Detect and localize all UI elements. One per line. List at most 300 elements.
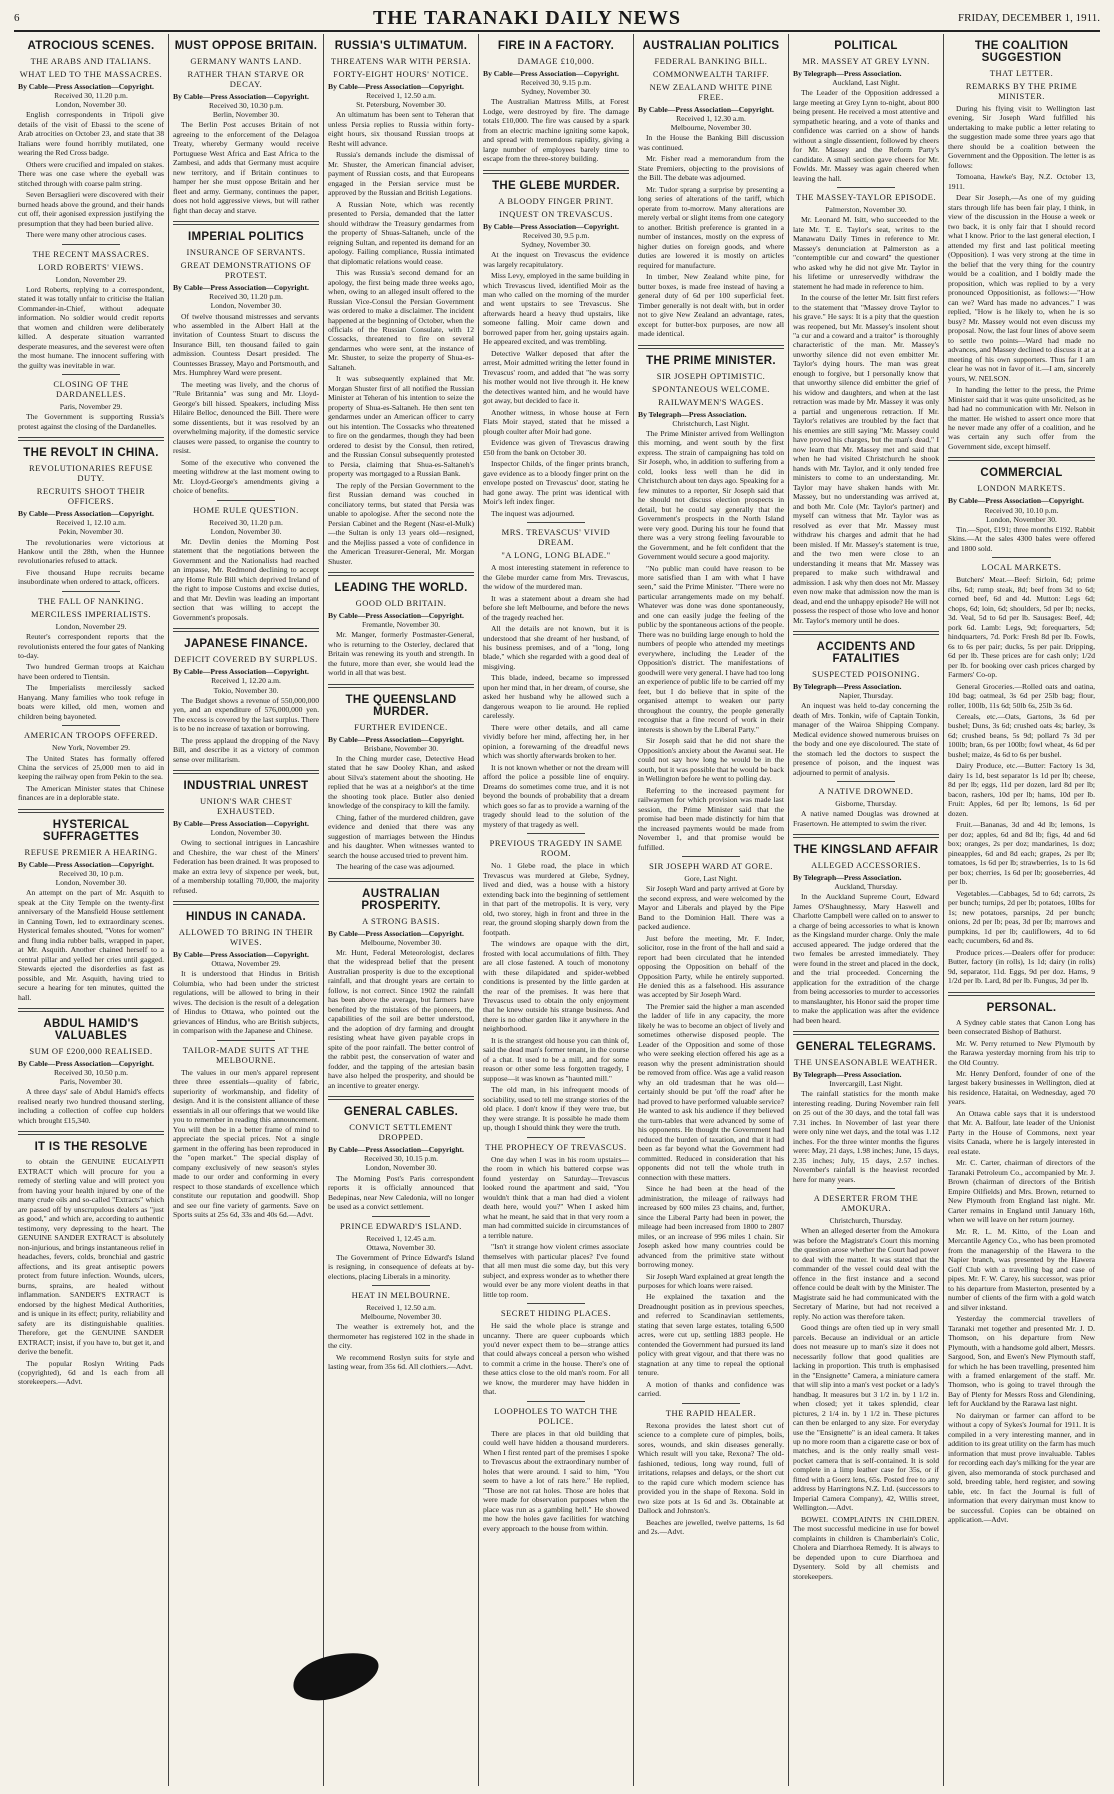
article: [328, 1216, 474, 1282]
article-place: Brisbane, November 30.: [363, 743, 439, 753]
article-subheading: THE MASSEY-TAYLOR EPISODE.: [795, 192, 937, 203]
article: [173, 1040, 319, 1220]
article-byline: By Cable—Press Association—Copyright.: [18, 82, 154, 91]
article-paragraph: The Morning Post's Paris correspondent reports it is officially announced that Bedepinas, near New Caledonia, will no longer be used as a convict settlement.: [328, 1173, 474, 1212]
article-byline: By Cable—Press Association—Copyright.: [173, 819, 309, 828]
article-byline: By Cable—Press Association—Copyright.: [638, 105, 774, 114]
article-subheading: SUSPECTED POISONING.: [812, 669, 920, 679]
article-headline: INDUSTRIAL UNREST: [183, 780, 309, 792]
article-place: Pekin, November 30.: [58, 527, 124, 537]
article-paragraph: Owing to sectional intrigues in Lancashire and Cheshire, the war chest of the Miners' Federation has been drained. It was proposed to make an extra levy of sixpence per week, but, of a membership totalling 70,000, the majority refused.: [173, 838, 319, 895]
masthead: [14, 6, 1100, 32]
article-paragraph: The Imperialists mercilessly sacked Hanyang. Many families who took refuge in boats were killed, old men, women and children being bayoneted.: [18, 683, 164, 721]
article: [173, 500, 319, 623]
sub-divider: [62, 244, 120, 245]
article-paragraph: The popular Roslyn Writing Pads (copyrighted), 6d and 1s each from all storekeepers.—Advt.: [18, 1358, 164, 1387]
article-dateline: Received 1, 12.10 a.m.: [56, 518, 126, 528]
article-byline: By Cable—Press Association—Copyright.: [18, 509, 154, 519]
section-divider: [18, 809, 164, 813]
article-subheading: LOOPHOLES TO WATCH THE POLICE.: [494, 1405, 618, 1426]
article-paragraph: Good things are often tied up in very small parcels. Because an individual or an article does not measure up to man's size it does not necessarily follow that good qualities are lacking in proportion. This truth is emphasised in the "Ensignette" Camera, a miniature camera that will slip into a man's vest pocket or a lady's handbag. It measures but 3 1/2 in. by 1 1/2 in. when closed; yet it takes splendid, clear pictures, 2 1/4 in. by 1 1/2 in. These pictures can then be enlarged to any size. For everyday use the "Ensignette" is an ideal camera. It takes up no more room than a cigarette case or box of matches, and is the only really small vest-pocket camera that is self-contained. It is sold complete in a limp leather case for 35s, or if fitted with a Goerz lens, 65s. Posted free to any address by Harringtons N.Z. Ltd. (successors to Imperial Camera Company), 42, Willis street, Wellington.—Advt.: [793, 1323, 939, 1513]
article-subheading: MERCILESS IMPERIALISTS.: [30, 608, 152, 619]
article-paragraph: In handing the letter to the press, the Prime Minister said that it was quite unsolicited, as he had had no communication with Mr. Nelson in the matter. He wished to assert once more that he never made any offer of a coalition, and he was certain any such offer from the Government side, except himself.: [948, 385, 1095, 451]
article-paragraph: The United States has formally offered China the services of 25,000 men to aid in keeping the railway open from Pekin to the sea.: [18, 753, 164, 782]
article-headline: GENERAL TELEGRAMS.: [795, 1041, 936, 1054]
article-headline: LEADING THE WORLD.: [334, 582, 468, 595]
article-paragraph: The windows are opaque with the dirt, frosted with local accumulations of filth. They are all close fastened. A touch of monotony with these dilapidated and spider-webbed conditions is presented by the little garden at the rear of the premises. It was here that Trevascus used to obtain the only enjoyment that he knew outside his strange business. And there is no other garden like it anywhere in the neighborhood.: [483, 939, 629, 1034]
article-paragraph: Another witness, in whose house at Fern Flats Moir stayed, stated that he missed a plough coulter after Moir had gone.: [483, 407, 629, 436]
article-place: Sydney, November 30.: [521, 87, 591, 97]
article-headline: ACCIDENTS AND FATALITIES: [816, 641, 916, 665]
article-paragraph: He said the whole place is strange and uncanny. There are queer cupboards which you'd never expect them to be—strange attics that could always conceal a person who wished to commit a crime in the house. There's one of these attics close to the old man's room. For all we know, the murderer may have hidden in that.: [483, 1321, 629, 1397]
article-subheading: MR. MASSEY AT GREY LYNN.: [802, 56, 930, 66]
article-paragraph: Lord Roberts, replying to a correspondent, stated it was totally unfair to criticise the Italian Commander-in-Chief, without adequate information. No soldier would credit reports that women and children were deliberately killed. A desperate situation warranted desperate measures, and the severest were often the most humane. The innocent suffering with the guilty was inevitable in war.: [18, 284, 164, 370]
article-headline: AUSTRALIAN POLITICS: [642, 40, 780, 52]
article-paragraph: Mr. Leonard M. Isitt, who succeeded to the late Mr. T. E. Taylor's seat, writes to the Manawatu Daily Times in reference to Mr. Massey's denunciation at Palmerston as a "contemptible cur and coward" the questioner who asked why he did not give Mr. Taylor in his lifetime or unreservedly withdraw the statement he had made in reference to him.: [793, 215, 939, 291]
article-place: Ottawa, November 30.: [366, 1242, 436, 1252]
article-paragraph: Some of the executive who convened the meeting withdrew at the last moment owing to Mr. Lloyd-George's amendments giving a choice of benefits.: [173, 457, 319, 496]
article-paragraph: It is understood that Hindus in British Columbia, who had been under the strictest regulations, will be allowed to bring in their wives. The decision is the result of a delegation of Hindus to Ottawa, who pointed out the grievances of Hindus, who are British subjects, in comparison with the Japanese and Chinese.: [173, 969, 319, 1036]
article-subheading: SECRET HIDING PLACES.: [500, 1308, 612, 1319]
article-paragraph: Mr. W. Perry returned to New Plymouth by the Rarawa yesterday morning from his trip to the Old Country.: [948, 1038, 1095, 1067]
article: [173, 628, 319, 764]
article: [793, 1188, 939, 1581]
article-place: London, November 30.: [986, 514, 1057, 524]
article-place: Melbourne, November 30.: [670, 123, 752, 133]
article-paragraph: The meeting was lively, and the chorus of "Rule Britannia" was sung and Mr. Lloyd-George's bill hissed. Speakers, including Miss Hilaire Belloc, denounced the Bill. There were some dissentients, but it was resolved by an overwhelming majority, if the domestic service clauses were passed, to organise the country to resist.: [173, 379, 319, 456]
article: [483, 1137, 629, 1299]
article: [483, 1401, 629, 1533]
article: [793, 40, 939, 183]
article-place: New York, November 29.: [51, 743, 131, 753]
article: [483, 833, 629, 1133]
article-byline: By Cable—Press Association—Copyright.: [328, 82, 464, 91]
article-dateline: Received 30, 11.20 p.m.: [209, 517, 283, 527]
sub-divider: [62, 374, 120, 375]
article-paragraph: Produce prices.—Dealers offer for produce: Butter, factory (in rolls), 1s 1d; dairy (in rolls) 9d, separator, 11d. Eggs, 9d per doz. Hams, 9 1/2d per lb. Lard, 8d per lb. Fungus, 3d per lb.: [948, 947, 1095, 986]
article-headline: THE COALITION SUGGESTION: [974, 40, 1069, 64]
section-divider: [18, 1131, 164, 1135]
article-place: London, November 30.: [210, 828, 282, 838]
sub-divider: [217, 500, 275, 501]
article-paragraph: When an alleged deserter from the Amokura was before the Magistrate's Court this morning the question arose whether the Court had power to deal with the matter. It was stated that the commander of the vessel could deal with the offence in the first instance and a second offence could be dealt with by the Minister. The Magistrate said he had communicated with the Secretary of Marine, but had not received a reply. No action was therefore taken.: [793, 1226, 939, 1321]
article-headline: RUSSIA'S ULTIMATUM.: [334, 40, 468, 52]
article: [483, 522, 629, 829]
article: [948, 992, 1095, 1525]
article-paragraph: Mr. Hunt, Federal Meteorologist, declares that the widespread belief that the present Australian prosperity is due to the exceptional rainfall, and that drought years are certain to follow, is not correct. Since 1902 the rainfall has been above the average, but farmers have benefited by the mistakes of the pioneers, the capabilities of the soil are better understood, and the adoption of dry farming and drought resisting wheat have given payable crops in spite of the poor rainfall. The better control of the rabbit pest, the conservation of water and fodder, and the tapping of the artesian basin have also helped the prosperity, and should be an incentive to greater energy.: [328, 947, 474, 1090]
article-headline: ABDUL HAMID'S VALUABLES: [43, 1018, 139, 1043]
article-paragraph: He explained the taxation and the Dreadnought position as in previous speeches, and referred to Scandinavian settlements, stating that seven large estates, totaling 6,500 acres, were cut up, settling 1883 people. He contended the Government had pursued its land policy with great vigour, and that there was no stagnation at any time to repeal the optional tenure.: [638, 1292, 784, 1378]
article-place: Auckland, Last Night.: [832, 78, 900, 88]
article-paragraph: Mr. C. Carter, chairman of directors of the Taranaki Petroleum Co., accompanied by Mr. J. Brown (chairman of directors of the British Empire Oilfields) and Mrs. Brown, returned to New Plymouth from England last night. Mr. Carter remains in England until January 16th, when we will leave on her return journey.: [948, 1158, 1095, 1225]
sub-divider: [837, 1188, 895, 1189]
section-divider: [173, 221, 319, 225]
article-dateline: Received 1, 12.50 a.m.: [366, 1303, 436, 1313]
article-paragraph: A three days' sale of Abdul Hamid's effects realised nearly two hundred thousand sterling, including a collection of coffee cup holders which brought £15,340.: [18, 1087, 164, 1125]
article-subheading: FEDERAL BANKING BILL.: [654, 56, 768, 66]
article-paragraph: Sir Joseph said that he did not share the Opposition's anxiety about the Awanui seat. He could not say how long he would be in the south, but it was possible that he would be back in Wellington before he went to polling day.: [638, 736, 784, 784]
article-subheading: MRS. TREVASCUS' VIVID DREAM.: [501, 527, 611, 548]
article-paragraph: Fruit.—Bananas, 3d and 4d lb; lemons, 1s per doz; apples, 6d and 8d lb; figs, 4d and 6d box; oranges, 2s per doz; mandarines, 1s doz; pineapples, 6d and 8d each; grapes, 2s per lb; tomatoes, 1s 6d per lb; strawberries, 1s to 1s 6d per box; cherries, 1s 6d per lb; gooseberries, 4d per lb.: [948, 820, 1095, 887]
article-paragraph: The reply of the Persian Government to the first Russian demand was couched in conciliatory terms, but stated that Persia was unable to apologise. After the second note the Persian Cabinet and the Regent (Nasr-el-Mulk)—the Sultan is only 13 years old—resigned, and the Mejliss passed a vote of confidence in the American Treasurer-General, Mr. Morgan Shuster.: [328, 480, 474, 566]
news-column: [479, 34, 634, 1786]
article: [173, 40, 319, 215]
article: [948, 457, 1095, 553]
article-place: Christchurch, Last Night.: [672, 418, 750, 428]
article-paragraph: Beaches are jewelled, twelve patterns, 1s 6d and 2s.—Advt.: [638, 1517, 784, 1537]
article-subheading: THE FALL OF NANKING.: [38, 595, 144, 606]
article-paragraph: There were other details, and all came vividly before her mind, affecting her, in her opinion, a forewarning of the dreadful news which was shortly afterwards broken to her.: [483, 722, 629, 761]
article-headline: THE KINGSLAND AFFAIR: [793, 844, 939, 857]
article-subheading: THE RECENT MASSACRES.: [32, 248, 150, 259]
article-byline: By Telegraph—Press Association.: [793, 1070, 902, 1080]
article: [328, 1285, 474, 1372]
article-subheading: ALLEGED ACCESSORIES.: [811, 860, 921, 871]
article-paragraph: A Sydney cable states that Canon Long has been consecrated Bishop of Bathurst.: [948, 1017, 1095, 1037]
article-byline: By Cable—Press Association—Copyright.: [328, 734, 464, 744]
article: [328, 40, 474, 566]
article-subheading: "A LONG, LONG BLADE.": [501, 550, 611, 561]
article-dateline: Received 1, 12.50 a.m.: [366, 91, 436, 101]
article-place: Auckland, Thursday.: [834, 882, 898, 892]
article-byline: By Cable—Press Association—Copyright.: [173, 667, 309, 677]
article-paragraph: The Budget shows a revenue of 550,000,000 yen, and an expenditure of 576,000,000 yen. The excess is covered by the last surplus. There is to be no increase of taxation or borrowing.: [173, 695, 319, 734]
article-subheading: THE UNSEASONABLE WEATHER.: [794, 1057, 938, 1068]
article-paragraph: Evidence was given of Trevascus drawing £50 from the bank on October 30.: [483, 438, 629, 457]
section-divider: [638, 345, 784, 349]
article-place: Tokio, November 30.: [213, 685, 279, 695]
section-divider: [328, 1096, 474, 1100]
article: [638, 856, 784, 1399]
article-subheading: THREATENS WAR WITH PERSIA.: [330, 56, 472, 66]
article-paragraph: In the House the Banking Bill discussion was continued.: [638, 133, 784, 152]
article-place: London, November 30.: [55, 100, 127, 110]
article-place: Napier, Thursday.: [838, 691, 894, 701]
article-subheading: THAT LETTER.: [989, 68, 1054, 78]
article-subheading: SPONTANEOUS WELCOME.: [652, 383, 770, 394]
article-headline: THE QUEENSLAND MURDER.: [345, 693, 457, 718]
article: [793, 1031, 939, 1184]
article-paragraph: Sir Joseph Ward explained at great length the purposes for which loans were raised.: [638, 1271, 784, 1290]
article-place: Melbourne, November 30.: [360, 1312, 442, 1322]
article-headline: ATROCIOUS SCENES.: [27, 40, 155, 52]
article-headline: THE REVOLT IN CHINA.: [23, 447, 159, 460]
article: [483, 1303, 629, 1397]
article-paragraph: Tin.—Spot, £191; three months £192. Rabbit Skins.—At the sales 4300 bales were offered and 1800 sold.: [948, 524, 1095, 553]
article-paragraph: Others were crucified and impaled on stakes. There was one case where the eyeball was stitched through with coarse palm string.: [18, 159, 164, 188]
sub-divider: [837, 781, 895, 782]
sub-divider: [992, 557, 1051, 558]
article-subheading: TAILOR-MADE SUITS AT THE MELBOURNE.: [182, 1044, 310, 1065]
sub-divider: [527, 1401, 585, 1402]
article-subheading: ALLOWED TO BRING IN THEIR WIVES.: [178, 927, 314, 948]
article-place: Fremantle, November 30.: [361, 620, 441, 630]
article: [793, 187, 939, 625]
article: [173, 901, 319, 1036]
page-number: 6: [14, 12, 20, 24]
article-headline: COMMERCIAL: [980, 467, 1063, 480]
article: [173, 770, 319, 895]
article: [328, 684, 474, 872]
article-paragraph: It was subsequently explained that Mr. Morgan Shuster first of all notified the Russian Minister at Teheran of his intention to seize the property of Shua-es-Saltaneh. He then sent ten gendarmes under an American officer to carry out his intention. The Cossacks who threatened to fire on the gendarmes, though they had been ordered to desist by the Consul, then retired, and the Russian Consul subsequently protested to Persia, claiming that Shua-es-Saltaneh's property was mortgaged to a Russian Bank.: [328, 374, 474, 479]
article-place: London, November 30.: [365, 1163, 437, 1173]
article: [173, 221, 319, 496]
section-divider: [793, 1031, 939, 1035]
issue-date: FRIDAY, DECEMBER 1, 1911.: [957, 12, 1100, 24]
article-byline: By Telegraph—Press Association.: [793, 69, 902, 78]
article-paragraph: Yesterday the commercial travellers of Taranaki met together and presented Mr. J. D. Thomson, on his departure from New Plymouth, with a handsome gold albert, Messrs. Sargood, Son, and Ewen's New Plymouth staff, for which he has been travelling, presented him with a framed enlargement of the staff. Mr. Thomson, who is going to travel through the Bay of Plenty for Messrs Ross and Glendining, left for Auckland by the Rarawa last night.: [948, 1314, 1095, 1409]
article-dateline: Received 1, 12.20 a.m.: [211, 676, 281, 686]
article-paragraph: Five thousand Hupe recruits became insubordinate when ordered to attack, officers.: [18, 567, 164, 587]
article-paragraph: The Premier said the higher a man ascended the ladder of life in any capacity, the more likely he was to become an object of lively and sometimes otherwise disposed people. The Leader of the Opposition and some of those who were seeking election offered his age as a reason why the present administration should be removed from office. Was age a valid reason why an old tradesman that he was old—certainly should be put 'off the road' after he had proved to have performed valuable service? He wanted to ask his audience if they believed the turn-tables that were advanced by some of his opponents. He thought the Government had reduced the burden of taxation, and that it had been as far beyond what the Government had committed. Reduced in consideration that his opponents did not tell the whole truth in connection with these matters.: [638, 1001, 784, 1182]
article-subheading: LOCAL MARKETS.: [981, 562, 1062, 573]
article-subheading: DEFICIT COVERED BY SURPLUS.: [174, 654, 318, 665]
article-dateline: Received 30, 11.20 p.m.: [209, 292, 283, 302]
article-paragraph: The hearing of the case was adjourned.: [336, 862, 455, 872]
article-subheading: SIR JOSEPH OPTIMISTIC.: [656, 370, 766, 381]
article-place: Paris, November 29.: [59, 402, 123, 412]
article-paragraph: No dairyman or farmer can afford to be without a copy of Sykes's Journal for 1911. It is compiled in a very interesting manner, and in addition to its great utility on the farm has much information that must prove invaluable. Tables for recording each day's milking for the year are given, also memoranda of stock purchased and sold, breeding table, herd register, and sowing table, etc. In fact the Journal is full of information that every dairyman must know to be successful. Copies can be obtained on application.—Advt.: [948, 1410, 1095, 1525]
section-divider: [328, 878, 474, 882]
article-dateline: Received 30, 10.30 p.m.: [208, 101, 284, 111]
section-divider: [173, 770, 319, 774]
article-paragraph: A motion of thanks and confidence was carried.: [638, 1379, 784, 1399]
article: [483, 40, 629, 164]
article-paragraph: Rexona provides the latest short cut of science to a complete cure of pimples, boils, sores, wounds, and skin diseases generally. Which result will you take, Rexona? The old-fashioned, tedious, long way round, full of irritations, relapses and delays, or the short cut to the rapid cure which modern science has provided you in the shape of Rexona. Sold in two size pots at 1s 6d and 3s. Obtainable at Dallock and Johnston's.: [638, 1420, 784, 1516]
article-place: Invercargill, Last Night.: [829, 1079, 903, 1089]
article-paragraph: Reuter's correspondent reports that the revolutionists entered the four gates of Nanking to-day.: [18, 632, 164, 660]
article-subheading: A NATIVE DROWNED.: [818, 786, 914, 797]
article-dateline: Received 30, 10.15 p.m.: [363, 1154, 439, 1164]
sub-divider: [372, 1216, 430, 1217]
article-subheading: SUM OF £200,000 REALISED.: [29, 1046, 153, 1057]
section-divider: [948, 992, 1095, 996]
article-paragraph: There are places in that old building that could well have hidden a thousand murderers. When I first rented part of the premises I spoke to Trevascus about the extraordinary number of holes that were around. I said to him, "You seem to have a lot of rats here." He replied, "Those are not rat holes. Those are holes that were made for observation purposes when the place was run as a gambling hell." He showed me how the holes gave facilities for watching every approach to the house from within.: [483, 1428, 629, 1533]
article-subheading: LORD ROBERTS' VIEWS.: [38, 261, 144, 272]
article-subheading: REMARKS BY THE PRIME MINISTER.: [965, 81, 1078, 101]
article-paragraph: In the course of the letter Mr. Isitt first refers to the statement that "Massey drove Taylor to his grave." He says: It is a pity that the question was reopened, but Mr. Massey's insolent shout "a cur and a coward and a traitor" is thoroughly characteristic of the man. Mr. Massey's unworthy silence did not even embitter Mr. Taylor's dying hours. The man was great enough to forgive, but I personally know that that unworthy silence did embitter the grief of his widow and daughters, and when at the last retraction was made by Mr. Massey it was only a partial and ungenerous retraction. If Mr. Taylor's relatives are troubled by the fact that his enemies are still saying "Mr. Massey could have proved his charges, but the man's dead," I now learn that Mr. Massey met and said that when he had visited Christchurch he shook hands with Mr. Taylor, and it only tended free ministers to come to an understanding. Mr. Taylor may have shaken hands with Mr. Massey, but no understanding was arrived at, and both Mr. Cole (Mr. Taylor's partner) and myself can witness that Mr. Taylor was as resolved as ever that Mr. Massey must withdraw his charges and admit that he had been misled. If Mr. Massey's statement is true, and the two men were close to an understanding it means that Mr. Massey was prepared to make such withdrawal and admission. I ask why then does not Mr. Massey even now make that admission now the man is dead, and end the unhappy episode? He will not possess the respect of those who love and honor Mr. Taylor's memory until he does.: [793, 293, 939, 625]
article-paragraph: A Russian Note, which was recently presented to Persia, demanded that the latter should withdraw the Treasury gendarmes from the property of Shuas-Saltaneh, uncle of the reigning Sultan, and repented its demand for an apology. Failing compliance, Russia intimated that diplomatic relations would cease.: [328, 199, 474, 266]
article-paragraph: The revolutionaries were victorious at Hankow until the 28th, when the Hunnee revolutionaries refused to attack.: [18, 537, 164, 566]
article-byline: By Cable—Press Association—Copyright.: [948, 496, 1084, 506]
article-paragraph: Miss Levy, employed in the same building in which Trevascus lived, identified Moir as the man who called on the morning of the murder and went upstairs to see Trevascus. She afterwards heard a heavy thud upstairs, like someone falling. Moir came down and borrowed paper from her, going upstairs again. He appeared excited, and was trembling.: [483, 271, 629, 347]
article-subheading: RAILWAYMEN'S WAGES.: [658, 396, 764, 407]
article-subheading: THE RAPID HEALER.: [665, 1407, 757, 1418]
article-headline: IMPERIAL POLITICS: [187, 231, 305, 244]
sub-divider: [527, 1303, 585, 1304]
article-paragraph: An attempt on the part of Mr. Asquith to speak at the City Temple on the twenty-first anniversary of the Mansfield House settlement in Canning Town, led to extraordinary scenes. Hysterical females shouted, "Votes for women" and flung india rubber balls, wrapped in paper, at Mr. Asquith. Another chained herself to a central pillar and yelled her cries until gagged. Stewards ejected the disorderlies as fast as possible, and Mr. Asquith, having tried to secure a hearing for ten minutes, quitted the hall.: [18, 888, 164, 1002]
article-place: Melbourne, November 30.: [360, 937, 442, 947]
article-paragraph: The Berlin Post accuses Britain of not agreeing to the enforcement of the Delagoa Treaty, whereby Germany would receive Portuguese West Africa and East Africa to the Zambesi, and adds that Germany must acquire new territory, and if Britain continues to hamper her she must oppose Britain and her fleet and army. Germany, continues the paper, does not hold aggressive views, but will rather fight than decay and starve.: [173, 120, 319, 215]
article-place: Christchurch, Thursday.: [829, 1216, 903, 1226]
article-subheading: THE PROPHECY OF TREVASCUS.: [485, 1141, 627, 1152]
article: [328, 1096, 474, 1211]
news-column: [324, 34, 479, 1786]
article-paragraph: The inquest was adjourned.: [491, 508, 575, 518]
article-byline: By Cable—Press Association—Copyright.: [328, 1145, 464, 1155]
article-paragraph: We recommend Roslyn suits for style and lasting wear, from 35s 6d. All clothiers.—Advt.: [328, 1352, 474, 1372]
article: [18, 1008, 164, 1125]
article-place: Gore, Last Night.: [684, 874, 738, 884]
article-subheading: THE ARABS AND ITALIANS.: [30, 56, 152, 66]
article-byline: By Cable—Press Association—Copyright.: [18, 859, 154, 869]
article: [948, 40, 1095, 451]
article-paragraph: to obtain the GENUINE EUCALYPTI EXTRACT which will procure for you a remedy of sterling value and will protect you from having your health injured by one of the many crude oils and so-called "Extracts" which are passed off by unscrupulous dealers as "just as good," and which are, according to authentic testimony, very depressing to the heart. The GENUINE SANDER EXTRACT is absolutely non-injurious, and brings instantaneous relief in headaches, fevers, colds, bronchial and gastric affections, and its great antiseptic powers protect from future infection. Wounds, ulcers, burns, sprains, are healed without inflammation. SANDER'S EXTRACT is endorsed by the highest Medical Authorities, and is unique in its effect; purity, reliability and safety are its distinguishable qualities. Therefore, get the GENUINE SANDER EXTRACT; insist, if you have to, but get it, and derive the benefit.: [18, 1157, 164, 1357]
article-headline: GENERAL CABLES.: [343, 1106, 459, 1119]
article-paragraph: Mr. Devlin denies the Morning Post statement that the negotiations between the Government and the Nationalists had reached an impasse, Mr. Redmond declining to accept any Home Rule Bill which deprived Ireland of the right to impose Customs and excise duties, and that Mr. Devlin was leading an important section that was willing to accept the Government's proposals.: [173, 536, 319, 622]
article-paragraph: A most interesting statement in reference to the Glebe murder came from Mrs. Trevascus, the widow of the murdered man.: [483, 563, 629, 592]
article-paragraph: An Ottawa cable says that it is understood that Mr. A. Balfour, late leader of the Unionist Party in the House of Commons, next year visits Canada, where he is largely interested in real estate.: [948, 1108, 1095, 1156]
article-byline: By Telegraph—Press Association.: [638, 409, 747, 419]
article-dateline: Received 30, 10 p.m.: [58, 869, 124, 879]
article-place: Paris, November 30.: [59, 1077, 123, 1087]
article-paragraph: In the Auckland Supreme Court, Edward James O'Shaughnessy, Mary Haswell and Charlotte Campbell were called on to answer to a charge of being accessories to what is known as the Kingsland murder charge. Only the male accused appeared. The judge ordered that the two females be arrested immediately. They were found in the street and placed in the dock, and the trial proceeded. Concerning the application for the extradition of the charge from being accessories to murder to accessories to manslaughter, his Honor said the proper time to make the application was after the evidence had been heard.: [793, 892, 939, 1025]
article-paragraph: An ultimatum has been sent to Teheran that unless Persia replies to Russia within forty-eight hours, six thousand Russian troops at Resht will advance.: [328, 110, 474, 148]
article-paragraph: One day when I was in his room upstairs—the room in which his battered corpse was found yesterday on Saturday—Trevascus looked round the apartment and said, "You wouldn't think that a man had died a violent death here, would you?" When I asked him what he meant, he said that in that very room a man had committed suicide in circumstances of a terrible nature.: [483, 1154, 629, 1240]
article-paragraph: Butchers' Meat.—Beef: Sirloin, 6d; prime ribs, 6d; rump steak, 8d; beef from 3d to 6d; corned beef, 6d and 4d. Mutton: Legs 6d; chops, 6d; loin, 6d; shoulders, 5d per lb; necks, 3d. Veal, 5d to 6d per lb. Sausages: Beef, 4d; pork 6d. Lamb: Legs, 9d; forequarters, 5d; hindquarters, 7d. Pork: Fresh 8d per lb. Fowls, 6s to 6s per pair; ducks, 5s per pair. Dripping, 6d per lb. These prices are for cash only; 1/2d per lb. for booking over cash prices charged by Farmers' Co-op.: [948, 575, 1095, 680]
article-subheading: PRINCE EDWARD'S ISLAND.: [340, 1220, 462, 1231]
article-paragraph: Two hundred German troops at Kaichau have been ordered to Tientsin.: [18, 662, 164, 681]
article-paragraph: During his flying visit to Wellington last evening, Sir Joseph Ward fulfilled his undertaking to make public a letter relating to the suggestion made some three years ago that there should be a coalition between the Government and the Opposition. The letter is as follows:: [948, 104, 1095, 170]
article-paragraph: Detective Walker deposed that after the arrest, Moir admitted writing the letter found in Trevascus' room, and added that "he was sorry his mother would not live through it. He knew the detectives wanted him, and he would have got away, but decided to face it.: [483, 348, 629, 406]
article-paragraph: The Government of Prince Edward's Island is resigning, in consequence of defeats at by-elections, placing Liberals in a minority.: [328, 1252, 474, 1281]
article-byline: By Cable—Press Association—Copyright.: [328, 611, 464, 621]
article-headline: THE GLEBE MURDER.: [492, 179, 620, 192]
article: [638, 1403, 784, 1537]
article: [18, 374, 164, 431]
article-place: London, November 29.: [55, 274, 127, 284]
article-subheading: CLOSING OF THE DARDANELLES.: [53, 379, 129, 400]
news-column: [634, 34, 789, 1786]
article-paragraph: General Groceries.—Rolled oats and oatina, 10d bag; oatmeal, 3s 6d per 25lb bag; flour, roller, 100lb, 11s 6d; 50lb 6s, 25lb 3s 6d.: [948, 681, 1095, 710]
article-paragraph: At the inquest on Trevascus the evidence was largely recapitulatory.: [483, 250, 629, 269]
article-paragraph: All the details are not known, but it is understood that she dreamt of her husband, of his business premises, and of a "long, long blade," which she regarded with a good deal of misgiving.: [483, 624, 629, 671]
newspaper-title: THE TARANAKI DAILY NEWS: [372, 6, 682, 29]
article-place: London, November 29.: [55, 621, 127, 631]
sub-divider: [837, 187, 895, 188]
article-place: London, November 30.: [55, 878, 127, 888]
article-paragraph: Just before the meeting, Mr. F. Inder, solicitor, rose in the front of the hall and said a report had been circulated that he intended opposing the Opposition on behalf of the Opposition Party, while he entirely supported. He denied this as a falsehood. His assurance was accepted by Sir Joseph Ward.: [638, 933, 784, 1000]
article: [18, 244, 164, 370]
article-paragraph: Since he had been at the head of the administration, the mileage of railways had increased by 600 miles 23 chains, and, further, since the Liberal Party had been in power, the mileage had been increased from 1800 to 2807 miles, or an increase of 996 miles 1 chain. Sir Joseph asked how many countries could be advanced from the primitive state without borrowing money.: [638, 1184, 784, 1270]
article-paragraph: An inquest was held to-day concerning the death of Mrs. Tonkin, wife of Captain Tonkin, manager of the Wairoa Shipping Company. Medical evidence showed numerous bruises on the body and one eye discoloured. The state of the stomach led the doctors to suspect the presence of poison, and the inquest was adjourned to permit of analysis.: [793, 701, 939, 777]
article-paragraph: Seven Bersaglieri were discovered with their burned heads above the ground, and their hands cut off, their agonised expression justifying the presumption that they had been buried alive.: [18, 190, 164, 228]
article: [638, 40, 784, 339]
article-paragraph: The rainfall statistics for the month make interesting reading. During November rain fell on 25 out of the 30 days, and the total fall was 7.31 inches. In November of last year there were only nine wet days, and the total was 1.12 inches. For the three winter months the figures were: May, 21 days, 1.98 inches; June, 15 days, 2.35 inches; July, 15 days, 2.57 inches. November's rainfall is the heaviest recorded here for many years.: [793, 1089, 939, 1184]
article-place: Gisborne, Thursday.: [835, 799, 897, 809]
article-paragraph: Dairy Produce, etc.—Butter: Factory 1s 3d, dairy 1s 1d, best separator 1s 1d per lb; cheese, 8d per lb; eggs, 11d per dozen, lard 8d per lb; bacon, rashers, 10d per lb; hams, 10d per lb. Fruit: Apples, 6d per lb; lemons, 1s 6d per dozen.: [948, 761, 1095, 818]
section-divider: [173, 628, 319, 632]
article-paragraph: It is the strangest old house you can think of, said the dead man's former tenant, in the course of a chat. It used to be a mill, and for some reason or other some less forgotten tragedy, I suppose—it was known as "haunted mill.": [483, 1035, 629, 1083]
article-paragraph: In timber, New Zealand white pine, for butter boxes, is made free instead of having a general duty of 6d per 100 superficial feet. Timber generally is not dealt with, but in order not to give New Zealand an advantage, rates, except for butter-box purposes, are now all made identical.: [638, 272, 784, 339]
article-dateline: Received 30, 10.50 p.m.: [53, 1068, 129, 1078]
article-dateline: Received 30, 9.5 p.m.: [522, 230, 590, 240]
article-paragraph: English correspondents in Tripoli give details of the visit of Ebassi to the scene of Arab atrocities on October 23, and state that 38 Italians were found horribly mutilated, one wearing the Red Cross badge.: [18, 110, 164, 158]
article: [793, 781, 939, 828]
article-headline: AUSTRALIAN PROSPERITY.: [361, 887, 441, 912]
article-subheading: PREVIOUS TRAGEDY IN SAME ROOM.: [489, 838, 623, 859]
article: [328, 572, 474, 678]
section-divider: [793, 631, 939, 635]
article: [948, 557, 1095, 985]
article-place: Berlin, November 30.: [212, 110, 280, 120]
article-paragraph: There were many other atrocious cases.: [26, 230, 147, 240]
article-headline: JAPANESE FINANCE.: [184, 638, 308, 651]
article-paragraph: Vegetables.—Cabbages, 5d to 6d; carrots, 2s per bunch; turnips, 2d per lb; potatoes, 10lbs for 1s; new potatoes, parsnips, 2d per bunch; onions, 2d per lb; peas, 3d per lb; marrows and pumpkins, 1d per lb; cauliflowers, 4d to 6d each; cucumbers, 6d and 8s.: [948, 888, 1095, 946]
article-paragraph: Russia's demands include the dismissal of Mr. Shuster, the American financial adviser, payment of Russian costs, and that Europeans engaged in the Persian service must be approved by the Russian and British Legations.: [328, 150, 474, 198]
article-headline: MUST OPPOSE BRITAIN.: [174, 40, 318, 52]
article-headline: THE PRIME MINISTER.: [646, 354, 776, 367]
news-column: [169, 34, 324, 1786]
sub-divider: [682, 856, 740, 857]
article-place: St. Petersburg, November 30.: [356, 100, 446, 110]
news-column: [789, 34, 944, 1786]
article-subheading: AMERICAN TROOPS OFFERED.: [24, 730, 158, 741]
article-subheading: LONDON MARKETS.: [977, 483, 1066, 494]
article-subheading: GERMANY WANTS LAND.: [190, 56, 302, 66]
section-divider: [18, 437, 164, 441]
article-paragraph: Inspector Childs, of the finger prints branch, gave evidence as to a bloody finger print on the envelope posted on Trevascus' door, stating he had gone away. The print was identical with Moir's left index finger.: [483, 459, 629, 507]
article-dateline: Received 30, 11.20 p.m.: [54, 91, 128, 101]
article-dateline: Received 1, 12.30 a.m.: [676, 114, 746, 124]
article-paragraph: It is not known whether or not the dream will afford the police a possible line of enquiry. Dreams do sometimes come true, and it is not beyond the bounds of probability that a dream which goes so far as to provide a warning of the tragedy should lead to the solution of the mystery of that tragedy as well.: [483, 762, 629, 829]
article-byline: By Cable—Press Association—Copyright.: [173, 92, 309, 101]
article-subheading: INSURANCE OF SERVANTS.: [186, 247, 306, 258]
article-subheading: FURTHER EVIDENCE.: [354, 721, 448, 732]
article-headline: HINDUS IN CANADA.: [185, 911, 307, 924]
article-paragraph: Cereals, etc.—Oats, Gartons, 3s 6d per bushel; Duns, 3s 6d; crushed oats 4s; barley, 3s 6d; crushed beans, 5s 9d; pollard 7s 3d per 100lb; bran, 6s per 100lb; fowl wheat, 4s 6d per bushel; maize, 4s 6d to 6s per bushel.: [948, 712, 1095, 759]
article-byline: By Cable—Press Association—Copyright.: [173, 283, 309, 293]
article-subheading: COMMONWEALTH TARIFF.: [652, 69, 770, 79]
article-paragraph: Mr. Tudor sprang a surprise by presenting a long series of alterations of the tariff, which operate from to-morrow. Many alterations are merely verbal or slight items from one category to another. British preference is granted in a number of instances, mostly on the express of higher duties on foreign goods, and where duties are lowered it is mostly on articles required for manufacture.: [638, 184, 784, 270]
article: [793, 631, 939, 777]
article-paragraph: Ching, father of the murdered children, gave evidence and denied that there was any suggestion of marriages between the Hindus and his daughter. When witnesses wanted to search the house accused tried to prevent him.: [328, 812, 474, 860]
article-paragraph: This blade, indeed, became so impressed upon her mind that, in her dream, of course, she asked her husband why he allowed such a dangerous weapon to lie around. He replied carelessly.: [483, 673, 629, 721]
article-paragraph: No. 1 Glebe road, the place in which Trevascus was murdered at Glebe, Sydney, lived and died, was a house with a history extending back into the beginning of settlement in that part of the metropolis. It is very, very old, two storey, high in front and three in the rear, the ground sloping sharply down from the footpath.: [483, 861, 629, 937]
article-paragraph: In the Ching murder case, Detective Head stated that he saw Dooley Khan, and asked about Silva's statement about the shooting. He replied that he was at a neighbor's at the time the shooting took place. Butler also denied knowledge of the conspiracy to kill the family.: [328, 753, 474, 811]
article-headline: FIRE IN A FACTORY.: [497, 40, 615, 52]
article-dateline: Received 30, 10.10 p.m.: [984, 505, 1059, 515]
article-paragraph: Of twelve thousand mistresses and servants who assembled in the Albert Hall at the invitation of Countess Stuart to discuss the Insurance Bill, ten thousand failed to gain admission. Countess Desart presided. The Countesses Brassey, Mayo and Portsmouth, and Mrs. Humphrey Ward were present.: [173, 311, 319, 378]
article: [638, 345, 784, 853]
article-paragraph: The press applaud the dropping of the Navy Bill, and describe it as a victory of common sense over militarism.: [173, 735, 319, 764]
article: [18, 725, 164, 803]
article-place: London, November 30.: [210, 301, 282, 311]
article-paragraph: "Isn't it strange how violent crimes associate themselves with particular places? I've found that all men must die some day, but this very subject, and express wonder as to whether there would ever be any more violent deaths in that little top room.: [483, 1242, 629, 1299]
article-byline: By Cable—Press Association—Copyright.: [483, 221, 619, 231]
article-subheading: RATHER THAN STARVE OR DECAY.: [187, 69, 305, 89]
sub-divider: [527, 1137, 585, 1138]
article-dateline: Received 1, 12.45 a.m.: [366, 1233, 436, 1243]
sub-divider: [527, 522, 585, 523]
article-paragraph: The Australian Mattress Mills, at Forest Lodge, were destroyed by fire. The damage totals £10,000. The fire was caused by a spark from an electric machine igniting some kapok, and spread with tremendous rapidity, giving a large number of employees barely time to escape from the three-storey building.: [483, 97, 629, 164]
article-subheading: RECRUITS SHOOT THEIR OFFICERS.: [36, 486, 146, 507]
article-dateline: Received 30, 9.15 p.m.: [520, 78, 592, 88]
sub-divider: [62, 725, 120, 726]
article-byline: By Telegraph—Press Association.: [793, 873, 902, 883]
article-place: Palmerston, November 30.: [825, 205, 907, 215]
article: [793, 834, 939, 1025]
article-paragraph: This was Russia's second demand for an apology, the first being made three weeks ago, when, owing to an alleged insult offered to the Russian Vice-Consul the Persian Government was ordered to make a disclaimer. The incident happened at the beginning of October, when the officials of the Russian Consulate, with 12 Cossacks, threatened to fire on several gendarmes who were sent, at the instance of Mr. Shuster, to seize the property of Shua-es-Saltaneh.: [328, 268, 474, 372]
article-paragraph: The Prime Minister arrived from Wellington this morning, and went south by the first express. The strain of campaigning has told on Sir Joseph, who, in addition to suffering from a cold, looks less well than he did in Christchurch about ten days ago. Speaking for a few minutes to a reporter, Sir Joseph said that he should not discuss election prospects in detail, but he could say generally that the Government's prospects in the North Island were very good. During his tour he found that there was a very strong feeling favourable to the Government, and he felt confident that the Government would secure a good majority.: [638, 428, 784, 562]
article-paragraph: Sir Joseph Ward and party arrived at Gore by the second express, and were welcomed by the Mayor and Liberals and played by the Pipe Band to the Dominion Hall. There was a packed audience.: [638, 884, 784, 932]
article-subheading: SIR JOSEPH WARD AT GORE.: [649, 861, 773, 872]
article-subheading: GREAT DEMONSTRATIONS OF PROTEST.: [180, 260, 312, 281]
article-headline: IT IS THE RESOLVE: [34, 1141, 148, 1154]
section-divider: [173, 901, 319, 905]
article-paragraph: Mr. Manger, formerly Postmaster-General, who is returning to the Osterley, declared that Britain was renewing its youth and strength. In the future, more than ever, she would lead the world in all that was best.: [328, 630, 474, 678]
section-divider: [328, 572, 474, 576]
